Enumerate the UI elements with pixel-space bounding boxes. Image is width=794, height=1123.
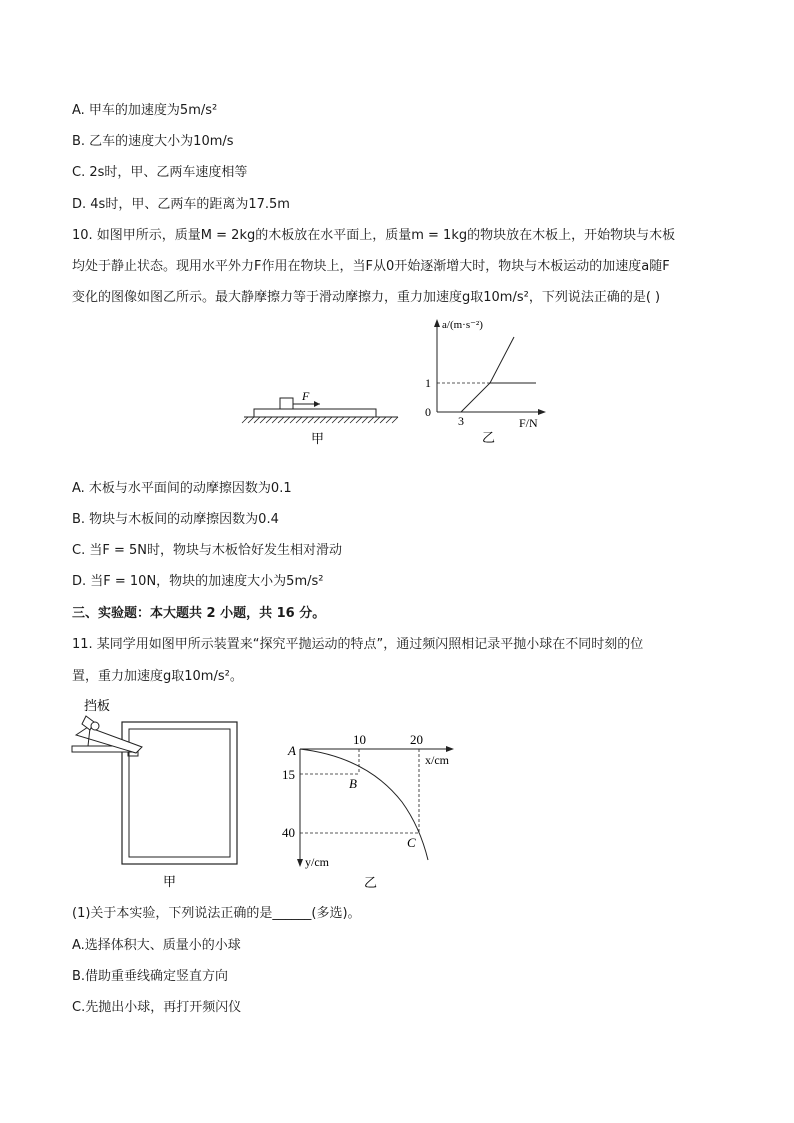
- x-axis-label: F/N: [519, 416, 538, 430]
- q10-stem-line-3: 变化的图像如图乙所示。最大静摩擦力等于滑动摩擦力，重力加速度g取10m/s²，下列说法正确的是( ): [72, 290, 661, 305]
- origin-label: 0: [425, 405, 431, 419]
- q11-sub1: (1)关于本实验，下列说法正确的是______(多选)。: [72, 906, 361, 921]
- option-prev-c: C. 2s时，甲、乙两车速度相等: [72, 165, 248, 180]
- board: [254, 409, 376, 417]
- block: [280, 398, 293, 409]
- q11-stem-line-1: 11. 某同学用如图甲所示装置来“探究平抛运动的特点”，通过频闪照相记录平抛小球在不同时刻的位: [72, 637, 644, 652]
- point-b-label: B: [349, 776, 357, 791]
- x-tick-10: 10: [353, 732, 366, 747]
- q11-stem-line-2: 置，重力加速度g取10m/s²。: [72, 669, 243, 684]
- x-axis-label: x/cm: [425, 753, 449, 767]
- q11-choice-b: B.借助重垂线确定竖直方向: [72, 969, 229, 984]
- x-tick-20: 20: [410, 732, 423, 747]
- point-c-label: C: [407, 835, 416, 850]
- ball: [91, 722, 99, 730]
- figure-caption: 乙: [364, 876, 378, 891]
- y-axis-label: y/cm: [305, 855, 329, 869]
- q11-choice-a: A.选择体积大、质量小的小球: [72, 938, 241, 953]
- force-label: F: [302, 389, 310, 403]
- ground-hatch: [242, 417, 398, 423]
- figure-caption: 乙: [482, 431, 496, 446]
- board-outer: [122, 722, 237, 864]
- board-inner: [129, 729, 230, 857]
- q10-option-d: D. 当F = 10N，物块的加速度大小为5m/s²: [72, 574, 324, 589]
- point-a-label: A: [288, 743, 296, 758]
- q10-figure-yi: [418, 312, 558, 447]
- q10-option-a: A. 木板与水平面间的动摩擦因数为0.1: [72, 481, 292, 496]
- x-tick-3: 3: [458, 414, 464, 428]
- q10-stem-line-2: 均处于静止状态。现用水平外力F作用在物块上，当F从0开始逐渐增大时，物块与木板运动的加速度a随F: [72, 259, 670, 274]
- figure-caption: 甲: [311, 432, 325, 447]
- q10-option-b: B. 物块与木板间的动摩擦因数为0.4: [72, 512, 279, 527]
- option-prev-a: A. 甲车的加速度为5m/s²: [72, 103, 218, 118]
- q10-option-c: C. 当F = 5N时，物块与木板恰好发生相对滑动: [72, 543, 342, 558]
- q11-figure-yi: [282, 732, 467, 892]
- option-prev-b: B. 乙车的速度大小为10m/s: [72, 134, 234, 149]
- baffle-label: 挡板: [84, 699, 111, 714]
- q10-stem-line-1: 10. 如图甲所示，质量M = 2kg的木板放在水平面上，质量m = 1kg的物块放在木板上，开始物块与木板: [72, 228, 676, 243]
- y-tick-40: 40: [282, 825, 295, 840]
- y-axis-label: a/(m·s⁻²): [442, 319, 483, 331]
- y-tick-15: 15: [282, 767, 295, 782]
- q11-figure-jia: [68, 690, 248, 890]
- section-heading: 三、实验题：本大题共 2 小题，共 16 分。: [72, 606, 326, 621]
- y-tick-1: 1: [425, 376, 431, 390]
- q11-choice-c: C.先抛出小球，再打开频闪仪: [72, 1000, 242, 1015]
- figure-caption: 甲: [163, 875, 177, 890]
- acceleration-line: [461, 337, 514, 412]
- option-prev-d: D. 4s时，甲、乙两车的距离为17.5m: [72, 197, 290, 212]
- q10-figure-jia: [240, 385, 405, 450]
